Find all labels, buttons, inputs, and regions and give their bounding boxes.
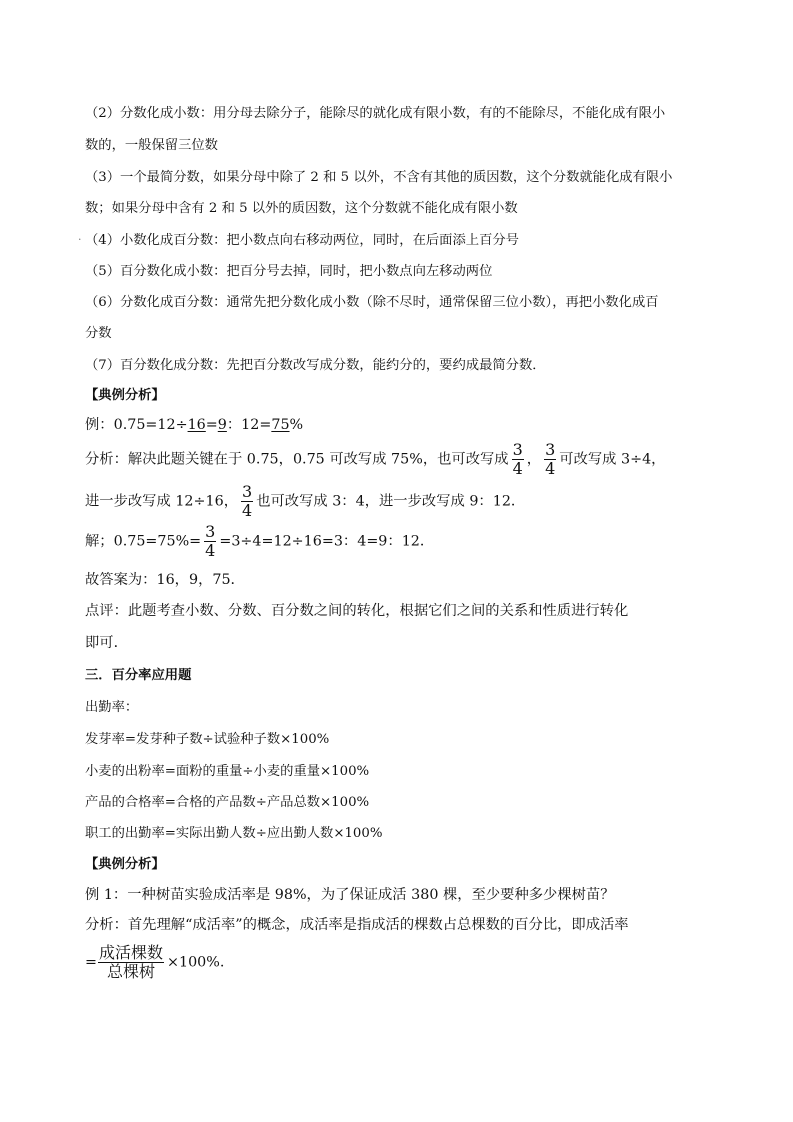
attendance-rate-label: 出勤率： [85,700,139,715]
example-2-question: 例 1：一种树苗实验成活率是 98%，为了保证成活 380 棵，至少要种多少棵树苗？ [85,887,615,903]
formula-germination-rate: 发芽率=发芽种子数÷试验种子数×100% [85,732,330,747]
example-2-analysis-line-2: = $\frac{\text{成活棵数}}{\text{总棵树}}$ ×100%. [85,943,225,981]
formula-flour-yield-rate: 小麦的出粉率=面粉的重量÷小麦的重量×100% [85,764,370,779]
paragraph-3-line-2: 数；如果分母中含有 2 和 5 以外的质因数，这个分数就不能化成有限小数 [85,201,518,216]
example-1-answer: 故答案为：16，9，75． [85,572,245,588]
example-1-analysis-line-1: 分析：解决此题关键在于 0.75，0.75 可改写成 75%，也可改写成 $\frac{3}{4}$ ， $\frac{3}{4}$ 可改写成 3÷4， [85,440,666,478]
example-1-comment-line-1: 点评：此题考查小数、分数、百分数之间的转化，根据它们之间的关系和性质进行转化 [85,603,629,619]
example-1-solution: 解；0.75=75%= $\frac{3}{4}$ =3÷4=12÷16=3：4=9：12． [85,522,435,560]
blank-answer-2: 9 [217,417,227,433]
example-1-question: 例：0.75=12÷16=9：12=75% [85,417,304,433]
fraction-3-4: $\frac{3}{4}$ [205,522,216,560]
paragraph-5: （5）百分数化成小数：把百分号去掉，同时，把小数点向左移动两位 [85,264,493,279]
paragraph-6-line-1: （6）分数化成百分数：通常先把分数化成小数（除不尽时，通常保留三位小数），再把小数化成百 [85,295,659,310]
paragraph-3-line-1: （3）一个最简分数，如果分母中除了 2 和 5 以外，不含有其他的质因数，这个分数就能化成有限小 [85,170,673,185]
blank-answer-3: 75 [271,417,290,433]
example-1-analysis-line-2: 进一步改写成 12÷16， $\frac{3}{4}$ 也可改写成 3：4，进一步改写成 9：12． [85,482,526,520]
fraction-survival-count-over-total: $\frac{\text{成活棵数}}{\text{总棵树}}$ [98,943,163,981]
formula-pass-rate: 产品的合格率=合格的产品数÷产品总数×100% [85,795,370,810]
example-2-analysis-line-1: 分析：首先理解“成活率”的概念，成活率是指成活的棵数占总棵数的百分比，即成活率 [85,917,629,933]
paragraph-2-line-1: （2）分数化成小数：用分母去除分子，能除尽的就化成有限小数，有的不能除尽，不能化成有限小 [85,106,666,121]
paragraph-6-line-2: 分数 [85,326,112,341]
paragraph-7: （7）百分数化成分数：先把百分数改写成分数，能约分的，要约成最简分数． [85,358,546,373]
fraction-3-4: $\frac{3}{4}$ [242,482,253,520]
fraction-3-4: $\frac{3}{4}$ [512,440,523,478]
paragraph-4: （4）小数化成百分数：把小数点向右移动两位，同时，在后面添上百分号 [85,233,519,248]
example-1-heading: 【典例分析】 [85,388,165,403]
paragraph-2-line-2: 数的，一般保留三位数 [85,138,218,153]
section-3-title: 三．百分率应用题 [85,668,192,683]
stray-dot-mark: · [78,233,82,246]
example-1-comment-line-2: 即可． [85,635,128,651]
blank-answer-1: 16 [187,417,206,433]
formula-attendance-rate: 职工的出勤率=实际出勤人数÷应出勤人数×100% [85,826,383,841]
example-2-heading: 【典例分析】 [85,857,165,872]
fraction-3-4: $\frac{3}{4}$ [545,440,556,478]
